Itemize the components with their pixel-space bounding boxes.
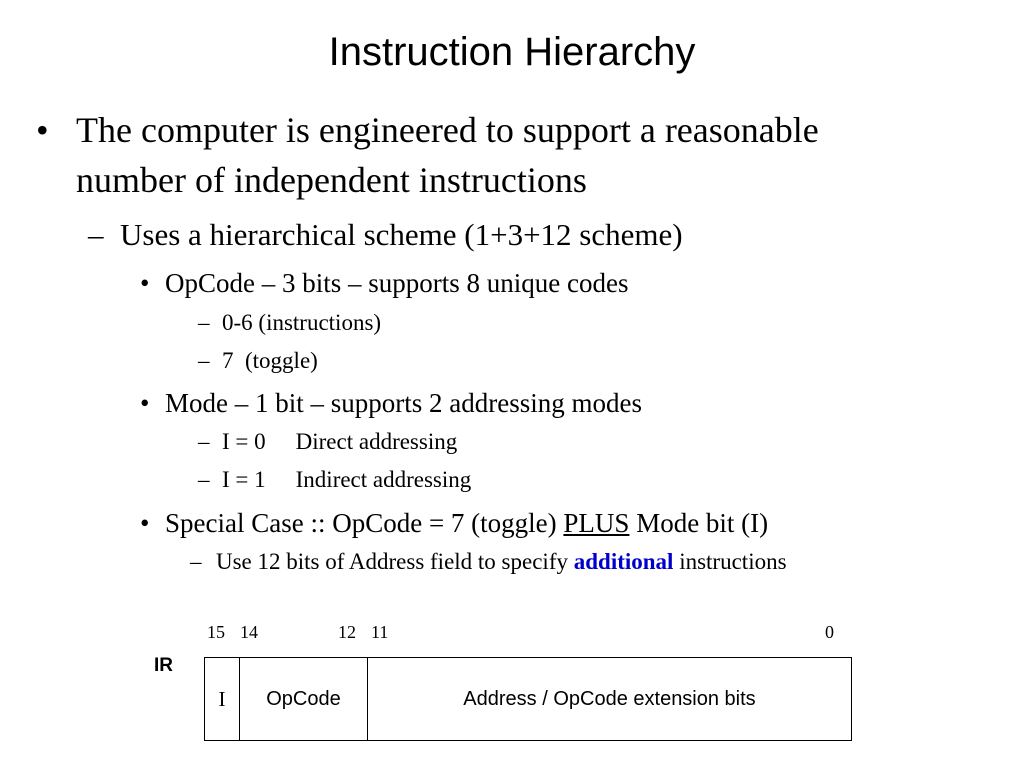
bit-label-14: 14 [240, 622, 258, 642]
bit-label-12: 12 [338, 622, 356, 642]
mode-description: Indirect addressing [295, 467, 472, 492]
special-case-post: Mode bit (I) [629, 508, 769, 538]
special-case-pre: Special Case :: OpCode = 7 (toggle) [165, 508, 564, 538]
opcode-item: 7 (toggle) [222, 348, 318, 373]
mode-item [222, 466, 471, 494]
field-indirect-bit: I [205, 658, 240, 740]
bullet-marker: • [36, 110, 49, 150]
dash-marker: – [198, 429, 210, 454]
mode-description: Direct addressing [295, 429, 458, 454]
mode-condition: I = 0 [222, 429, 266, 454]
instruction-register [204, 657, 852, 741]
dash-marker: – [198, 348, 210, 373]
dot-bullet-marker: • [140, 508, 150, 538]
sub-bullet-text: Uses a hierarchical scheme (1+3+12 scheme) [120, 217, 683, 252]
register-label: IR [154, 655, 173, 676]
dot-bullet-marker: • [140, 268, 150, 298]
opcode-bullet: OpCode – 3 bits – supports 8 unique codes [165, 268, 629, 298]
special-case-plus: PLUS [563, 508, 630, 538]
special-item-pre: Use 12 bits of Address field to specify [216, 549, 574, 574]
main-bullet-line1: The computer is engineered to support a reasonable [76, 110, 819, 150]
field-address: Address / OpCode extension bits [463, 687, 756, 710]
special-item-emphasis: additional [573, 549, 674, 574]
dash-marker: – [198, 310, 210, 335]
bit-label-15: 15 [207, 622, 225, 642]
special-case-item [216, 548, 787, 576]
slide-title: Instruction Hierarchy [328, 30, 696, 74]
sub-bullet-marker: – [88, 217, 104, 252]
special-case-bullet [165, 506, 768, 540]
special-item-post: instructions [673, 549, 787, 574]
dash-marker: – [190, 549, 202, 574]
bit-label-11: 11 [371, 622, 389, 642]
bit-label-0: 0 [825, 622, 834, 642]
dot-bullet-marker: • [140, 388, 150, 418]
opcode-item: 0-6 (instructions) [222, 310, 382, 335]
main-bullet-line2: number of independent instructions [76, 160, 587, 200]
mode-condition: I = 1 [222, 467, 266, 492]
mode-item [222, 428, 457, 456]
field-opcode: OpCode [240, 658, 368, 740]
mode-bullet: Mode – 1 bit – supports 2 addressing modes [165, 388, 642, 418]
dash-marker: – [198, 467, 210, 492]
